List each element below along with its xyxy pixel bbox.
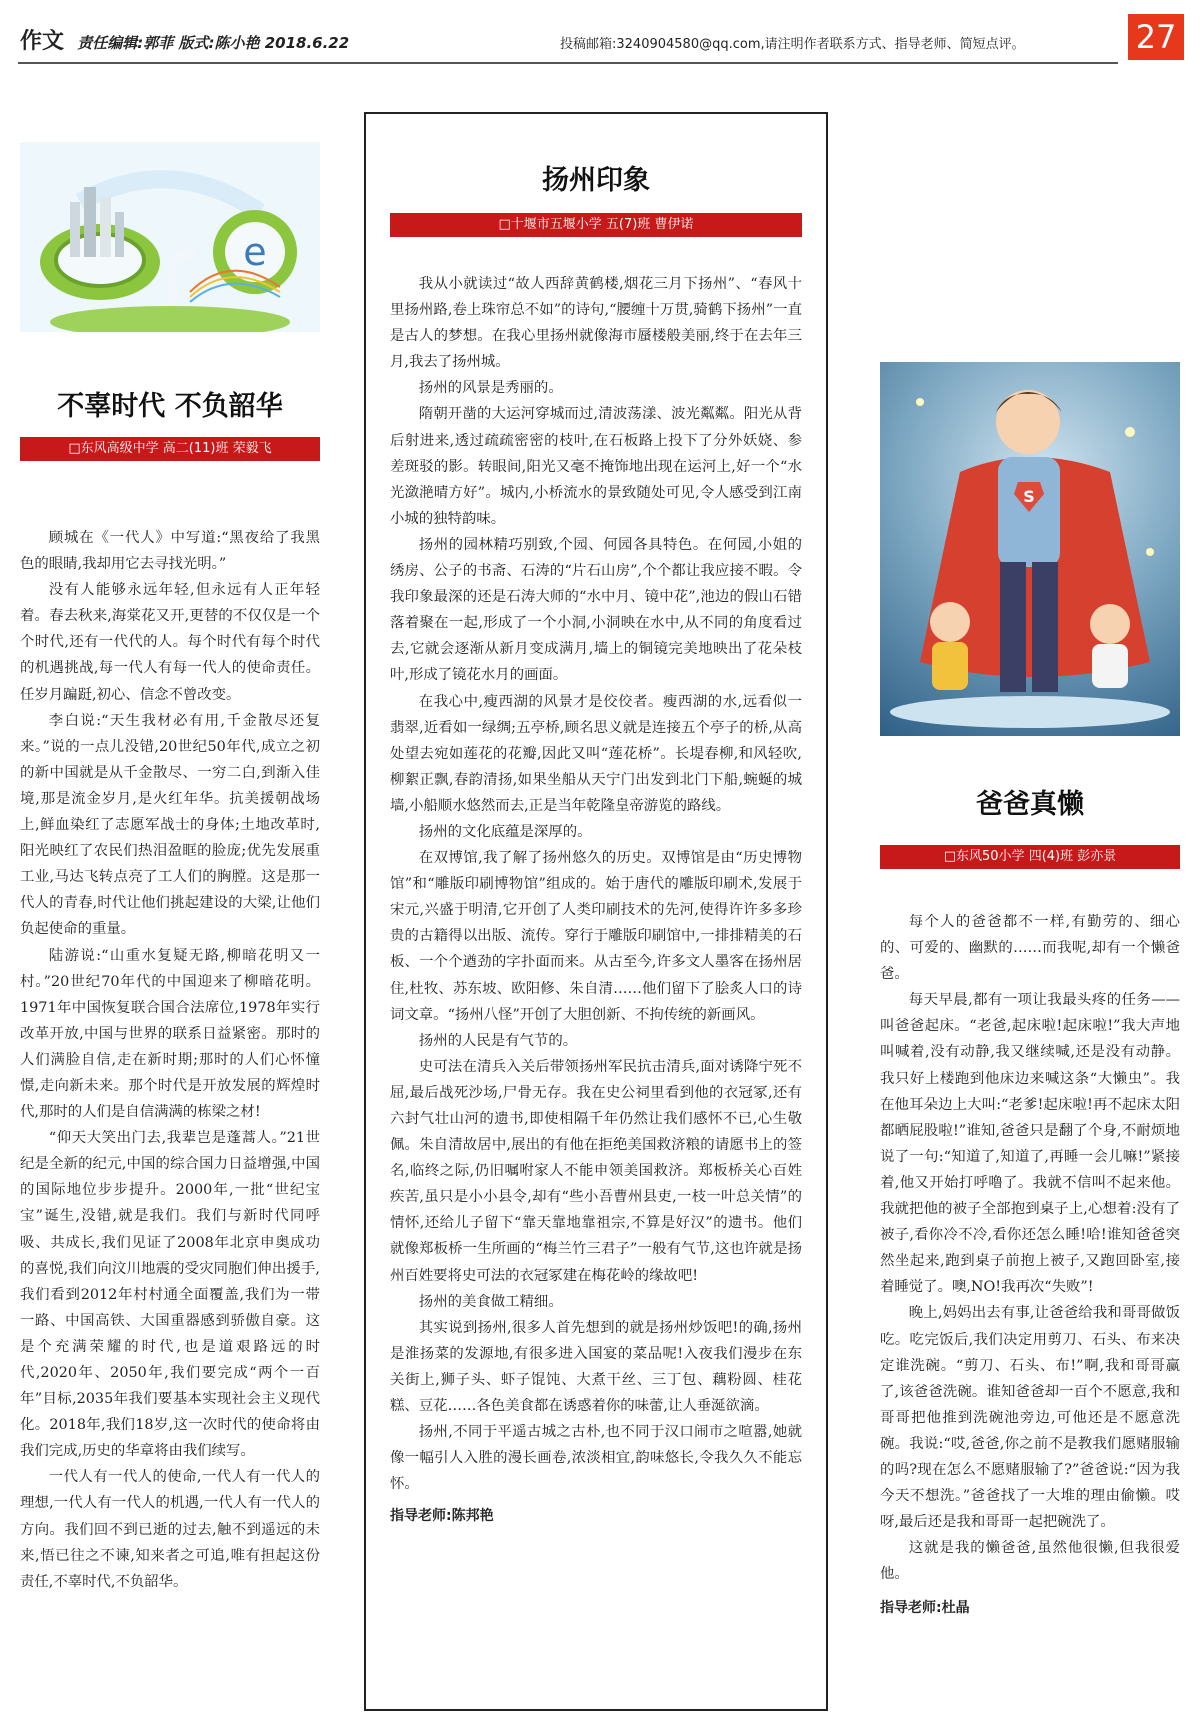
paragraph: 每天早晨,都有一项让我最头疼的任务——叫爸爸起床。“老爸,起床啦!起床啦!”我大声地叫喊着,没有动静,我又继续喊,还是没有动静。我只好上楼跑到他床边来喊这条“大懒虫”。我在他耳朵边上大叫:“老爹!起床啦!再不起床太阳都晒屁股啦!”谁知,爸爸只是翻了个身,不耐烦地说了一句:“知道了,知道了,再睡一会儿嘛!”紧接着,他又开始打呼噜了。我就不信叫不起来他。我就把他的被子全部抱到桌子上,心想着:没有了被子,看你冷不冷,看你还怎么睡!哈!谁知爸爸突然坐起来,跑到桌子前抱上被子,又跑回卧室,接着睡觉了。噢,NO!我再次“失败”! (880, 992, 1180, 1296)
header-left (20, 24, 349, 55)
paragraph: 其实说到扬州,很多人首先想到的就是扬州炒饭吧!的确,扬州是淮扬菜的发源地,有很多进入国宴的菜品呢!入夜我们漫步在东关街上,狮子头、虾子馄饨、大煮干丝、三丁包、藕粉圆、桂花糕、豆花……各色美食都在诱惑着你的味蕾,让人垂涎欲滴。 (390, 1319, 802, 1415)
right-article (880, 362, 1180, 1617)
editor-info: 责任编辑:郭菲 版式:陈小艳 2018.6.22 (77, 34, 350, 52)
article-body (20, 525, 320, 1595)
city-illustration (20, 142, 320, 332)
article-body (390, 271, 802, 1525)
paragraph: 在我心中,瘦西湖的风景才是佼佼者。瘦西湖的水,远看似一翡翠,近看如一绿绸;五亭桥,顾名思义就是连接五个亭子的桥,从高处望去宛如莲花的花瓣,因此又叫“莲花桥”。长堤春柳,和风轻吹,柳絮正飘,春韵清扬,如果坐船从天宁门出发到北门下船,蜿蜒的城墙,小船顺水悠然而去,正是当年乾隆皇帝游览的路线。 (390, 693, 802, 814)
submission-info: 投稿邮箱:3240904580@qq.com,请注明作者联系方式、指导老师、简短点评。 (560, 37, 1025, 52)
article-body (880, 909, 1180, 1617)
paragraph: 史可法在清兵入关后带领扬州军民抗击清兵,面对诱降宁死不屈,最后战死沙场,尸骨无存。我在史公祠里看到他的衣冠冢,还有六封气壮山河的遗书,即使相隔千年仍然让我们感怀不已,心生敬佩。朱自清故居中,展出的有他在拒绝美国救济粮的请愿书上的签名,临终之际,仍旧嘱咐家人不能申领美国救济。郑板桥关心百姓疾苦,虽只是小小县令,却有“些小吾曹州县吏,一枝一叶总关情”的情怀,还给儿子留下“靠天靠地靠祖宗,不算是好汉”的遗书。他们就像郑板桥一生所画的“梅兰竹三君子”一般有气节,这也许就是扬州百姓要将史可法的衣冠冢建在梅花岭的缘故吧! (390, 1058, 802, 1284)
svg-text:S: S (1023, 487, 1035, 506)
page-header (0, 0, 1200, 78)
paragraph: 在双博馆,我了解了扬州悠久的历史。双博馆是由“历史博物馆”和“雕版印刷博物馆”组成的。始于唐代的雕版印刷术,发展于宋元,兴盛于明清,它开创了人类印刷技术的先河,使得许许多多珍贵的古籍得以出版、流传。穿行于雕版印刷馆中,一排排精美的石板、一个个遒劲的字扑面而来。从古至今,许多文人墨客在扬州居住,杜牧、苏东坡、欧阳修、朱自清……他们留下了脍炙人口的诗词文章。“扬州八怪”开创了大胆创新、不拘传统的新画风。 (390, 850, 802, 1023)
paragraph: 顾城在《一代人》中写道:“黑夜给了我黑色的眼睛,我却用它去寻找光明。” (20, 530, 320, 573)
paragraph: 每个人的爸爸都不一样,有勤劳的、细心的、可爱的、幽默的……而我呢,却有一个懒爸爸。 (880, 914, 1180, 983)
section-name: 作文 (20, 29, 65, 54)
superhero-dad-illustration (880, 362, 1180, 736)
paragraph: 陆游说:“山重水复疑无路,柳暗花明又一村。”20世纪70年代的中国迎来了柳暗花明。1971年中国恢复联合国合法席位,1978年实行改革开放,中国与世界的联系日益紧密。那时的人们满脸自信,走在新时期;那时的人们心怀憧憬,走向新未来。那个时代是开放发展的辉煌时代,那时的人们是自信满满的栋梁之材! (20, 947, 320, 1121)
page-number: 27 (1128, 14, 1184, 60)
teacher-credit: 指导老师:陈邦艳 (390, 1508, 494, 1525)
paragraph: 扬州的风景是秀丽的。 (418, 380, 563, 397)
paragraph: “仰天大笑出门去,我辈岂是蓬蒿人。”21世纪是全新的纪元,中国的综合国力日益增强,中国的国际地位步步提升。2000年,一批“世纪宝宝”诞生,没错,就是我们。我们与新时代同呼吸、共成长,我们见证了2008年北京申奥成功的喜悦,我们向汶川地震的受灾同胞们伸出援手,我们看到2012年村村通全面覆盖,我们为一带一路、中国高铁、大国重器感到骄傲自豪。这是个充满荣耀的时代,也是道艰路远的时代,2020年、2050年,我们要完成“两个一百年”目标,2035年我们要基本实现社会主义现代化。2018年,我们18岁,这一次时代的使命将由我们完成,历史的华章将由我们续写。 (20, 1130, 320, 1460)
paragraph: 扬州的园林精巧别致,个园、何园各具特色。在何园,小姐的绣房、公子的书斋、石涛的“片石山房”,个个都让我应接不暇。令我印象最深的还是石涛大师的“水中月、镜中花”,池边的假山石错落着聚在一起,形成了一个小洞,小洞映在水中,从不同的角度看过去,它就会逐渐从新月变成满月,墙上的铜镜完美地映出了花朵枝叶,形成了镜花水月的画面。 (390, 536, 802, 684)
paragraph: 没有人能够永远年轻,但永远有人正年轻着。春去秋来,海棠花又开,更替的不仅仅是一个个时代,还有一代代的人。每个时代有每个时代的机遇挑战,每一代人有每一代人的使命责任。任岁月蹁跹,初心、信念不曾改变。 (20, 582, 320, 703)
paragraph: 晚上,妈妈出去有事,让爸爸给我和哥哥做饭吃。吃完饭后,我们决定用剪刀、石头、布来决定谁洗碗。“剪刀、石头、布!”啊,我和哥哥赢了,该爸爸洗碗。谁知爸爸却一百个不愿意,我和哥哥把他推到洗碗池旁边,可他还是不愿意洗碗。我说:“哎,爸爸,你之前不是教我们愿赌服输的吗?现在怎么不愿赌服输了?”爸爸说:“因为我今天不想洗。”爸爸找了一大堆的理由偷懒。哎呀,最后还是我和哥哥一起把碗洗了。 (880, 1305, 1180, 1531)
author-byline: □东风高级中学 高二(11)班 荣毅飞 (20, 437, 320, 461)
svg-text:e: e (243, 230, 267, 274)
author-byline: □东风50小学 四(4)班 彭亦景 (880, 845, 1180, 869)
teacher-credit: 指导老师:杜晶 (880, 1600, 970, 1617)
paragraph: 扬州的人民是有气节的。 (418, 1032, 578, 1049)
article-title: 爸爸真懒 (976, 789, 1084, 820)
paragraph: 这就是我的懒爸爸,虽然他很懒,但我很爱他。 (880, 1540, 1180, 1583)
paragraph: 扬州的文化底蕴是深厚的。 (418, 823, 592, 840)
paragraph: 李白说:“天生我材必有用,千金散尽还复来。”说的一点儿没错,20世纪50年代,成立之初的新中国就是从千金散尽、一穷二白,到渐入佳境,那是流金岁月,是火红年华。抗美援朝战场上,鲜血染红了志愿军战士的身体;土地改革时,阳光映红了农民们热泪盈眶的脸庞;优先发展重工业,马达飞转点亮了工人们的胸膛。这是那一代人的青春,时代让他们挑起建设的大梁,让他们负起使命的重量。 (20, 712, 320, 938)
paragraph: 扬州的美食做工精细。 (418, 1293, 563, 1310)
paragraph: 我从小就读过“故人西辞黄鹤楼,烟花三月下扬州”、“春风十里扬州路,卷上珠帘总不如”的诗句,“腰缠十万贯,骑鹤下扬州”一直是古人的梦想。在我心里扬州就像海市蜃楼般美丽,终于在去年三月,我去了扬州城。 (390, 276, 802, 371)
article-title: 扬州印象 (542, 165, 650, 196)
middle-article (364, 112, 828, 1711)
paragraph: 隋朝开凿的大运河穿城而过,清波荡漾、波光粼粼。阳光从背后射进来,透过疏疏密密的枝叶,在石板路上投下了分外妖娆、参差斑驳的影。转眼间,阳光又毫不掩饰地出现在运河上,好一个“水光潋滟晴方好”。城内,小桥流水的景致随处可见,令人感受到江南小城的独特韵味。 (390, 406, 802, 527)
left-article (20, 142, 320, 1595)
paragraph: 一代人有一代人的使命,一代人有一代人的理想,一代人有一代人的机遇,一代人有一代人的方向。我们回不到已逝的过去,触不到遥远的未来,悟已往之不谏,知来者之可追,唯有担起这份责任,不辜时代,不负韶华。 (20, 1469, 320, 1590)
author-byline: □十堰市五堰小学 五(7)班 曹伊诺 (390, 213, 802, 237)
header-rule (18, 62, 1118, 64)
article-title: 不辜时代 不负韶华 (57, 391, 283, 422)
paragraph: 扬州,不同于平遥古城之古朴,也不同于汉口闹市之喧嚣,她就像一幅引人入胜的漫长画卷,浓淡相宜,韵味悠长,令我久久不能忘怀。 (390, 1424, 802, 1493)
